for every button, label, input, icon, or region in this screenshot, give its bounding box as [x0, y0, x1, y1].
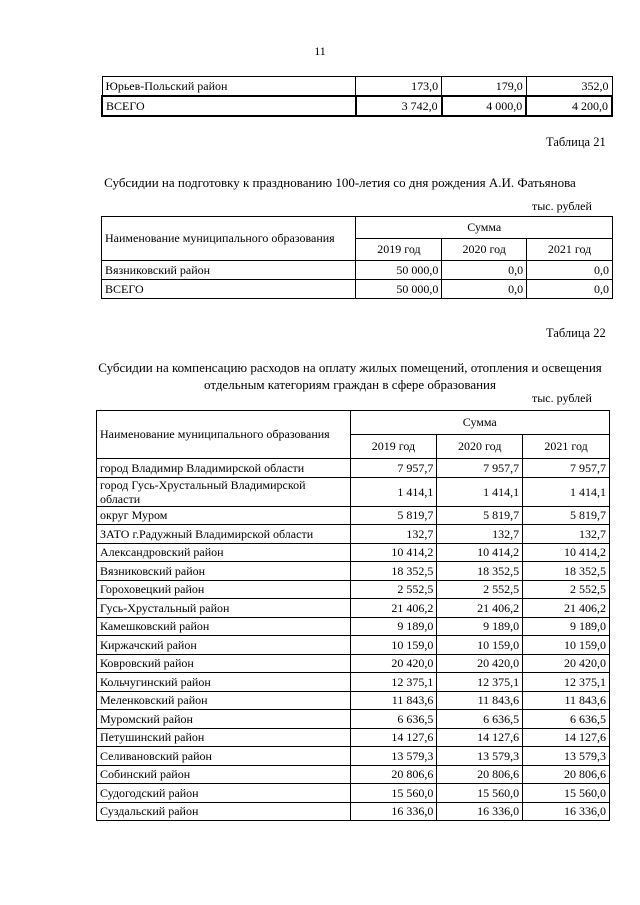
header-year-2021: 2021 год — [523, 435, 610, 459]
table-row — [97, 525, 610, 544]
value-2020: 16 336,0 — [437, 802, 523, 821]
value-2021: 16 336,0 — [523, 802, 610, 821]
table-row — [97, 506, 610, 525]
header-name: Наименование муниципального образования — [102, 217, 356, 261]
value-2019: 2 552,5 — [350, 580, 437, 599]
value-2019: 16 336,0 — [350, 802, 437, 821]
table22-caption: Таблица 22 — [546, 326, 606, 340]
municipality-name: Вязниковский район — [102, 261, 356, 280]
value-2020: 2 552,5 — [437, 580, 523, 599]
value-2021: 13 579,3 — [523, 747, 610, 766]
value-2019: 132,7 — [350, 525, 437, 544]
value-2019: 50 000,0 — [356, 261, 442, 280]
value-2019: 12 375,1 — [350, 673, 437, 692]
value-2020: 6 636,5 — [437, 710, 523, 729]
value-2020: 7 957,7 — [437, 459, 523, 478]
value-2021: 18 352,5 — [523, 562, 610, 581]
header-year-2020: 2020 год — [442, 239, 527, 261]
table-row — [97, 543, 610, 562]
municipality-name: Киржачский район — [97, 636, 351, 655]
value-2021: 20 806,6 — [523, 765, 610, 784]
header-sum: Сумма — [350, 411, 610, 435]
table-row — [97, 459, 610, 478]
value-2019: 21 406,2 — [350, 599, 437, 618]
municipality-name: Юрьев-Польский район — [102, 77, 356, 97]
value-2019: 6 636,5 — [350, 710, 437, 729]
header-name: Наименование муниципального образования — [97, 411, 351, 459]
value-2021: 14 127,6 — [523, 728, 610, 747]
value-2021: 0,0 — [527, 261, 613, 280]
table21-units: тыс. рублей — [532, 199, 592, 213]
total-label: ВСЕГО — [102, 96, 356, 116]
table-row — [97, 691, 610, 710]
table-row — [97, 747, 610, 766]
municipality-name: Петушинский район — [97, 728, 351, 747]
value-2020: 13 579,3 — [437, 747, 523, 766]
value-2020: 21 406,2 — [437, 599, 523, 618]
value-2019: 10 159,0 — [350, 636, 437, 655]
table-row — [97, 802, 610, 821]
header-year-2020: 2020 год — [437, 435, 523, 459]
table22-title: Субсидии на компенсацию расходов на оплату жилых помещений, отопления и освещения отдельным категориям граждан в сфере образования — [98, 360, 602, 392]
table-row — [97, 765, 610, 784]
value-2020: 9 189,0 — [437, 617, 523, 636]
value-2019: 18 352,5 — [350, 562, 437, 581]
municipality-name: Судогодский район — [97, 784, 351, 803]
table-row — [97, 477, 610, 506]
value-2021: 12 375,1 — [523, 673, 610, 692]
value-2020: 5 819,7 — [437, 506, 523, 525]
value-2020: 11 843,6 — [437, 691, 523, 710]
table-row — [97, 728, 610, 747]
municipality-name: Меленковский район — [97, 691, 351, 710]
value-2019: 13 579,3 — [350, 747, 437, 766]
total-row — [102, 280, 613, 299]
municipality-name: город Гусь-Хрустальный Владимирской области — [97, 477, 351, 506]
header-year-2021: 2021 год — [527, 239, 613, 261]
value-2020: 0,0 — [442, 261, 527, 280]
table-row — [97, 673, 610, 692]
value-2020: 1 414,1 — [437, 477, 523, 506]
value-2021: 15 560,0 — [523, 784, 610, 803]
value-2019: 9 189,0 — [350, 617, 437, 636]
value-2021: 21 406,2 — [523, 599, 610, 618]
table21-title: Субсидии на подготовку к празднованию 100-летия со дня рождения А.И. Фатьянова — [104, 175, 576, 190]
value-2020: 20 806,6 — [437, 765, 523, 784]
value-2019: 1 414,1 — [350, 477, 437, 506]
value-2019: 10 414,2 — [350, 543, 437, 562]
total-2021: 4 200,0 — [526, 96, 612, 116]
table-row — [97, 710, 610, 729]
value-2019: 15 560,0 — [350, 784, 437, 803]
municipality-name: Александровский район — [97, 543, 351, 562]
municipality-name: округ Муром — [97, 506, 351, 525]
table-row — [97, 636, 610, 655]
header-year-2019: 2019 год — [356, 239, 442, 261]
total-row — [102, 96, 612, 116]
value-2020: 10 159,0 — [437, 636, 523, 655]
value-2021: 1 414,1 — [523, 477, 610, 506]
municipality-name: Муромский район — [97, 710, 351, 729]
municipality-name: Гороховецкий район — [97, 580, 351, 599]
municipality-name: Гусь-Хрустальный район — [97, 599, 351, 618]
value-2020: 10 414,2 — [437, 543, 523, 562]
value-2020: 14 127,6 — [437, 728, 523, 747]
page-number: 11 — [314, 44, 326, 58]
value-2021: 9 189,0 — [523, 617, 610, 636]
value-2020: 15 560,0 — [437, 784, 523, 803]
municipality-name: Кольчугинский район — [97, 673, 351, 692]
table-row — [97, 580, 610, 599]
total-2019: 50 000,0 — [356, 280, 442, 299]
table-row — [97, 599, 610, 618]
value-2019: 5 819,7 — [350, 506, 437, 525]
value-2019: 11 843,6 — [350, 691, 437, 710]
table22 — [96, 410, 610, 821]
municipality-name: Камешковский район — [97, 617, 351, 636]
total-2019: 3 742,0 — [356, 96, 442, 116]
value-2019: 20 806,6 — [350, 765, 437, 784]
table-row — [97, 617, 610, 636]
municipality-name: Собинский район — [97, 765, 351, 784]
municipality-name: Ковровский район — [97, 654, 351, 673]
total-2020: 4 000,0 — [442, 96, 527, 116]
value-2020: 179,0 — [442, 77, 527, 97]
value-2020: 18 352,5 — [437, 562, 523, 581]
header-year-2019: 2019 год — [350, 435, 437, 459]
value-2019: 20 420,0 — [350, 654, 437, 673]
value-2021: 352,0 — [526, 77, 612, 97]
table-row — [97, 784, 610, 803]
value-2021: 6 636,5 — [523, 710, 610, 729]
municipality-name: город Владимир Владимирской области — [97, 459, 351, 478]
value-2019: 7 957,7 — [350, 459, 437, 478]
continued-table — [101, 76, 613, 117]
table22-units: тыс. рублей — [532, 391, 592, 405]
municipality-name: Вязниковский район — [97, 562, 351, 581]
value-2021: 10 414,2 — [523, 543, 610, 562]
table21-caption: Таблица 21 — [546, 135, 606, 149]
table-row — [102, 77, 612, 97]
value-2020: 20 420,0 — [437, 654, 523, 673]
value-2021: 7 957,7 — [523, 459, 610, 478]
value-2020: 12 375,1 — [437, 673, 523, 692]
value-2021: 10 159,0 — [523, 636, 610, 655]
municipality-name: ЗАТО г.Радужный Владимирской области — [97, 525, 351, 544]
municipality-name: Суздальский район — [97, 802, 351, 821]
table-row — [97, 654, 610, 673]
value-2020: 132,7 — [437, 525, 523, 544]
value-2021: 5 819,7 — [523, 506, 610, 525]
value-2021: 2 552,5 — [523, 580, 610, 599]
municipality-name: Селивановский район — [97, 747, 351, 766]
table21 — [101, 216, 613, 299]
total-label: ВСЕГО — [102, 280, 356, 299]
total-2020: 0,0 — [442, 280, 527, 299]
table-row — [102, 261, 613, 280]
header-sum: Сумма — [356, 217, 613, 239]
value-2019: 14 127,6 — [350, 728, 437, 747]
value-2021: 132,7 — [523, 525, 610, 544]
value-2019: 173,0 — [356, 77, 442, 97]
table-row — [97, 562, 610, 581]
value-2021: 11 843,6 — [523, 691, 610, 710]
value-2021: 20 420,0 — [523, 654, 610, 673]
total-2021: 0,0 — [527, 280, 613, 299]
